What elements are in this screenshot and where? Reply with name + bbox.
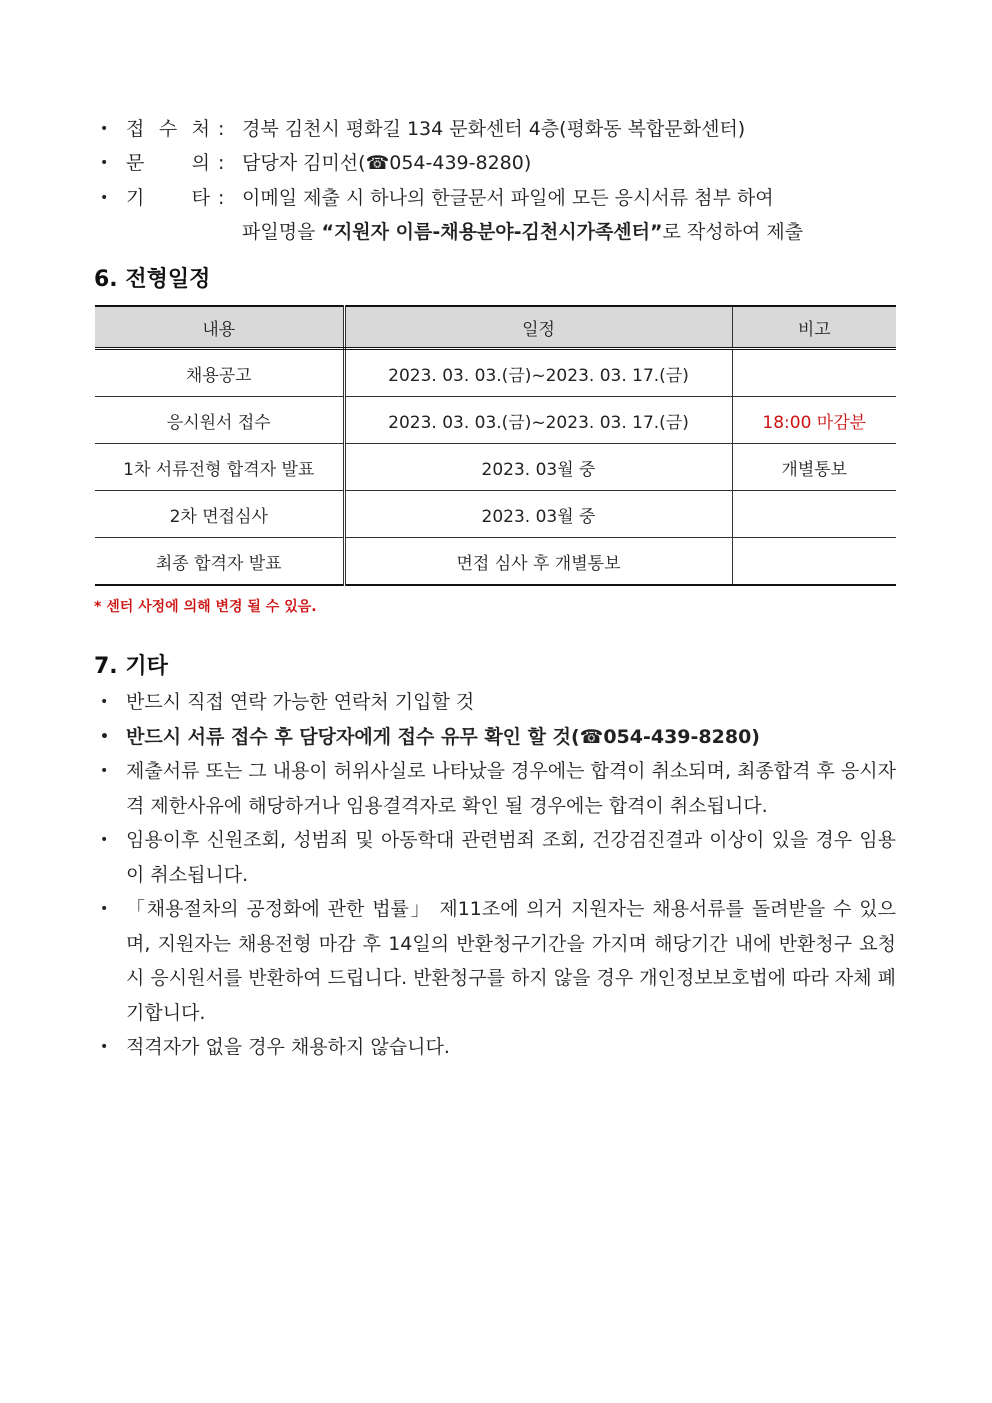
- table-row: 응시원서 접수 2023. 03. 03.(금)~2023. 03. 17.(금) 18:00 마감분: [95, 397, 896, 444]
- bullet-icon: •: [100, 694, 109, 710]
- list-item: • 제출서류 또는 그 내용이 허위사실로 나타났을 경우에는 합격이 취소되며, 최종합격 후 응시자격 제한사유에 해당하거나 임용결격자로 확인 될 경우에는 합격이 취소됩니다.: [100, 754, 896, 823]
- bullet-icon: •: [100, 901, 109, 917]
- other-label: 기 타: [126, 187, 210, 209]
- bullet-icon: •: [100, 155, 109, 171]
- list-item: • 적격자가 없을 경우 채용하지 않습니다.: [100, 1030, 896, 1065]
- table-header-row: [95, 306, 896, 349]
- section-7-title: 7. 기타: [94, 654, 168, 679]
- other-value-line1: 이메일 제출 시 하나의 한글문서 파일에 모든 응시서류 첨부 하여: [242, 187, 774, 209]
- header-note: 비고: [732, 306, 896, 349]
- table-row: 1차 서류전형 합격자 발표 2023. 03월 중 개별통보: [95, 444, 896, 491]
- deadline-note: 18:00 마감분: [732, 397, 896, 444]
- bullet-icon: •: [100, 763, 109, 779]
- bullet-icon: •: [100, 1039, 109, 1055]
- bullet-icon: •: [100, 728, 109, 745]
- list-item: • 반드시 서류 접수 후 담당자에게 접수 유무 확인 할 것(☎054-439-8280): [100, 720, 896, 755]
- bullet-icon: •: [100, 190, 109, 206]
- inquiry-value: 담당자 김미선(☎054-439-8280): [242, 152, 532, 174]
- table-row: 최종 합격자 발표 면접 심사 후 개별통보: [95, 538, 896, 586]
- reception-label: 접 수 처: [126, 118, 210, 140]
- inquiry-label: 문 의: [126, 152, 210, 174]
- bullet-icon: •: [100, 832, 109, 848]
- other-value-line2: 파일명을 “지원자 이름-채용분야-김천시가족센터”로 작성하여 제출: [242, 221, 804, 243]
- schedule-footnote: * 센터 사정에 의해 변경 될 수 있음.: [94, 599, 317, 615]
- list-item: • 「채용절차의 공정화에 관한 법률」 제11조에 의거 지원자는 채용서류를 돌려받을 수 있으며, 지원자는 채용전형 마감 후 14일의 반환청구기간을 가지며 해당기간 내에 반환청구 요청 시 응시원서를 반환하여 드립니다. 반환청구를 하지 않을 경우 개인정보보호법에 따라 자체 폐기합니다.: [100, 892, 896, 1030]
- table-row: 채용공고 2023. 03. 03.(금)~2023. 03. 17.(금): [95, 349, 896, 397]
- reception-value: 경북 김천시 평화길 134 문화센터 4층(평화동 복합문화센터): [242, 118, 746, 140]
- section-6-title: 6. 전형일정: [94, 267, 211, 292]
- schedule-table: [95, 305, 896, 586]
- list-item: • 반드시 직접 연락 가능한 연락처 기입할 것: [100, 685, 896, 720]
- bullet-icon: •: [100, 121, 109, 137]
- list-item: • 임용이후 신원조회, 성범죄 및 아동학대 관련범죄 조회, 건강검진결과 이상이 있을 경우 임용이 취소됩니다.: [100, 823, 896, 892]
- header-schedule: 일정: [344, 306, 732, 349]
- table-row: 2차 면접심사 2023. 03월 중: [95, 491, 896, 538]
- header-content: 내용: [95, 306, 344, 349]
- other-list: [100, 685, 896, 1065]
- document-page: • 접 수 처 : 경북 김천시 평화길 134 문화센터 4층(평화동 복합문화센터) • 문 의 : 담당자 김미선(☎054-439-8280) • 기 타 : 이메일 제출 시 하나의 한글문서 파일에 모든 응시서류 첨부 하여 파일명을 “지원자 이름-채용분야-김천시가족센터”로 작성하여 제출 6. 전형일정 내용 일정 비고 채용공고 2023. 03. 03.(금)~2023. 03. 17.(금) 응시원서 접수 2023. 03. 03.(금)~2023. 03. 17.(금) 18:00 마감분 1차 서류전형 합격자 발표 2023. 03월 중 개별통보 2차 면접심사 2023. 03월 중 최종 합격자 발표 면접 심사 후 개별통보 * 센터 사정에 의해 변경 될 수 있음. 7. 기타 • 반드시 직접 연락 가능한 연락처 기입할 것 • 반드시 서류 접수 후 담당자에게 접수 유무 확인 할 것(☎054-439-8280) • 제출서류 또는 그 내용이 허위사실로 나타났을 경우에는 합격이 취소되며, 최종합격 후 응시자격 제한사유에 해당하거나 임용결격자로 확인 될 경우에는 합격이 취소됩니다. • 임용이후 신원조회, 성범죄 및 아동학대 관련범죄 조회, 건강검진결과 이상이 있을 경우 임용이 취소됩니다. • 「채용절차의 공정화에 관한 법률」 제11조에 의거 지원자는 채용서류를 돌려받을 수 있으며, 지원자는 채용전형 마감 후 14일의 반환청구기간을 가지며 해당기간 내에 반환청구 요청 시 응시원서를 반환하여 드립니다. 반환청구를 하지 않을 경우 개인정보보호법에 따라 자체 폐기합니다. • 적격자가 없을 경우 채용하지 않습니다.: [0, 0, 992, 1403]
